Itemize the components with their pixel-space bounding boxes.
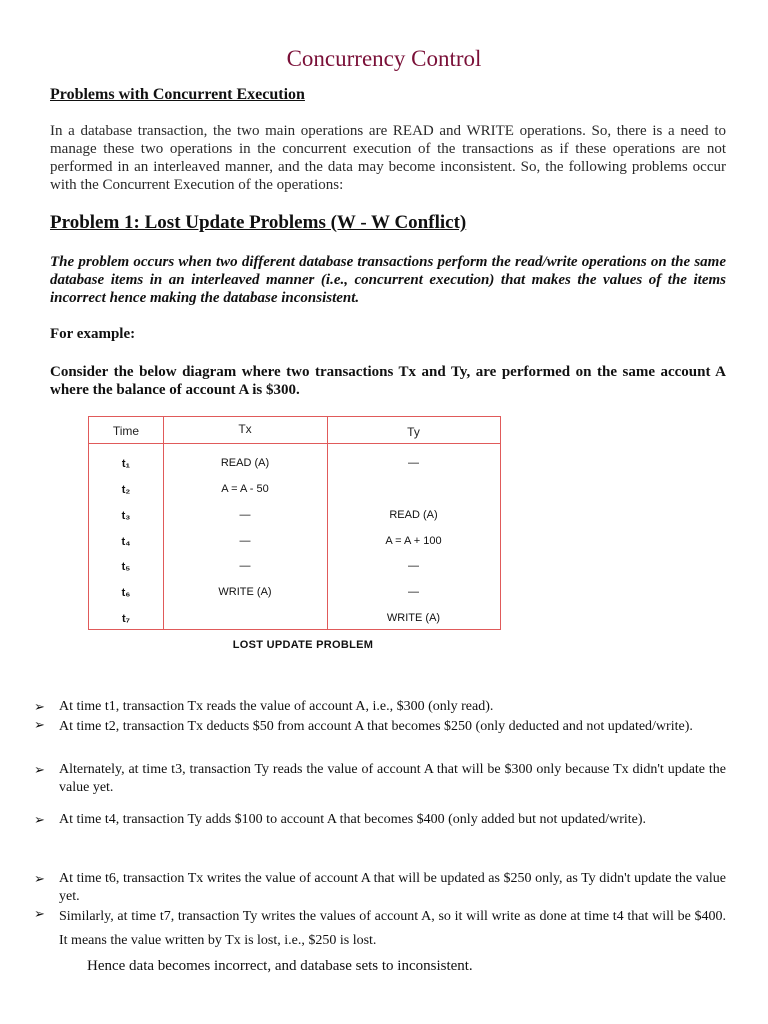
arrow-bullet-icon: ➢	[34, 812, 45, 827]
definition-paragraph: The problem occurs when two different database transactions perform the read/write operations on the same database items in an interleaved manner (i.e., concurrent execution) that makes the values of the items incorrect hence making the database inconsistent.	[50, 254, 726, 306]
bullet-text: Similarly, at time t7, transaction Ty writes the values of account A, so it will write as done at time t4 that will be $400. It means the value written by Tx is lost, i.e., $250 is lost.	[59, 909, 726, 948]
conclusion-text: Hence data becomes incorrect, and database sets to inconsistent.	[87, 958, 473, 974]
diagram-cell-ty: —	[408, 586, 419, 598]
diagram-cell-time: t₅	[121, 561, 131, 573]
bullet-text: At time t2, transaction Tx deducts $50 from account A that becomes $250 (only deducted and not updated/write).	[59, 719, 693, 734]
arrow-bullet-icon: ➢	[34, 699, 45, 714]
section-heading: Problems with Concurrent Execution	[50, 86, 305, 103]
header-time: Time	[112, 424, 140, 438]
arrow-bullet-icon: ➢	[34, 717, 45, 732]
arrow-bullet-icon: ➢	[34, 906, 45, 921]
bullet-text: At time t4, transaction Ty adds $100 to account A that becomes $400 (only added but not updated/write).	[59, 812, 647, 827]
problem-heading: Problem 1: Lost Update Problems (W - W Conflict)	[50, 212, 467, 233]
diagram-cell-tx: A = A - 50	[221, 483, 269, 495]
diagram-cell-ty: —	[408, 560, 419, 572]
diagram-cell-time: t₇	[121, 613, 131, 625]
diagram-cell-time: t₄	[121, 536, 131, 548]
diagram-cell-tx: READ (A)	[220, 457, 270, 469]
intro-paragraph: In a database transaction, the two main operations are READ and WRITE operations. So, there is a need to manage these two operations in the concurrent execution of the transactions as if these operations are not performed in an interleaved manner, and the data may become inconsistent. So, the following problems occur with the Concurrent Execution of the operations:	[50, 123, 726, 193]
diagram-cell-ty: —	[408, 457, 419, 469]
diagram-cell-tx: —	[239, 535, 251, 547]
diagram-cell-time: t₁	[121, 458, 131, 470]
bullet-text: At time t6, transaction Tx writes the value of account A that will be updated as $250 only, as Ty didn't update the value yet.	[59, 871, 726, 904]
consider-paragraph: Consider the below diagram where two transactions Tx and Ty, are performed on the same account A where the balance of account A is $300.	[50, 364, 726, 398]
bullet-text: Alternately, at time t3, transaction Ty reads the value of account A that will be $300 only because Tx didn't update the value yet.	[59, 762, 726, 795]
lost-update-diagram	[88, 416, 501, 630]
bullet-text: At time t1, transaction Tx reads the value of account A, i.e., $300 (only read).	[59, 699, 494, 714]
for-example-label: For example:	[50, 326, 136, 342]
diagram-cell-time: t₆	[121, 587, 131, 599]
diagram-cell-ty: WRITE (A)	[386, 612, 441, 624]
diagram-cell-ty: A = A + 100	[385, 535, 442, 547]
diagram-cell-time: t₃	[121, 510, 131, 522]
diagram-cell-tx: —	[239, 509, 251, 521]
diagram-cell-tx: WRITE (A)	[218, 586, 272, 598]
header-tx: Tx	[238, 422, 252, 436]
page-title: Concurrency Control	[286, 46, 482, 71]
diagram-cell-ty: READ (A)	[389, 509, 438, 521]
header-divider	[89, 443, 500, 444]
arrow-bullet-icon: ➢	[34, 871, 45, 886]
diagram-cell-tx: —	[239, 560, 251, 572]
diagram-cell-time: t₂	[121, 484, 131, 496]
header-ty: Ty	[407, 425, 420, 439]
arrow-bullet-icon: ➢	[34, 762, 45, 777]
diagram-caption: LOST UPDATE PROBLEM	[232, 639, 374, 651]
